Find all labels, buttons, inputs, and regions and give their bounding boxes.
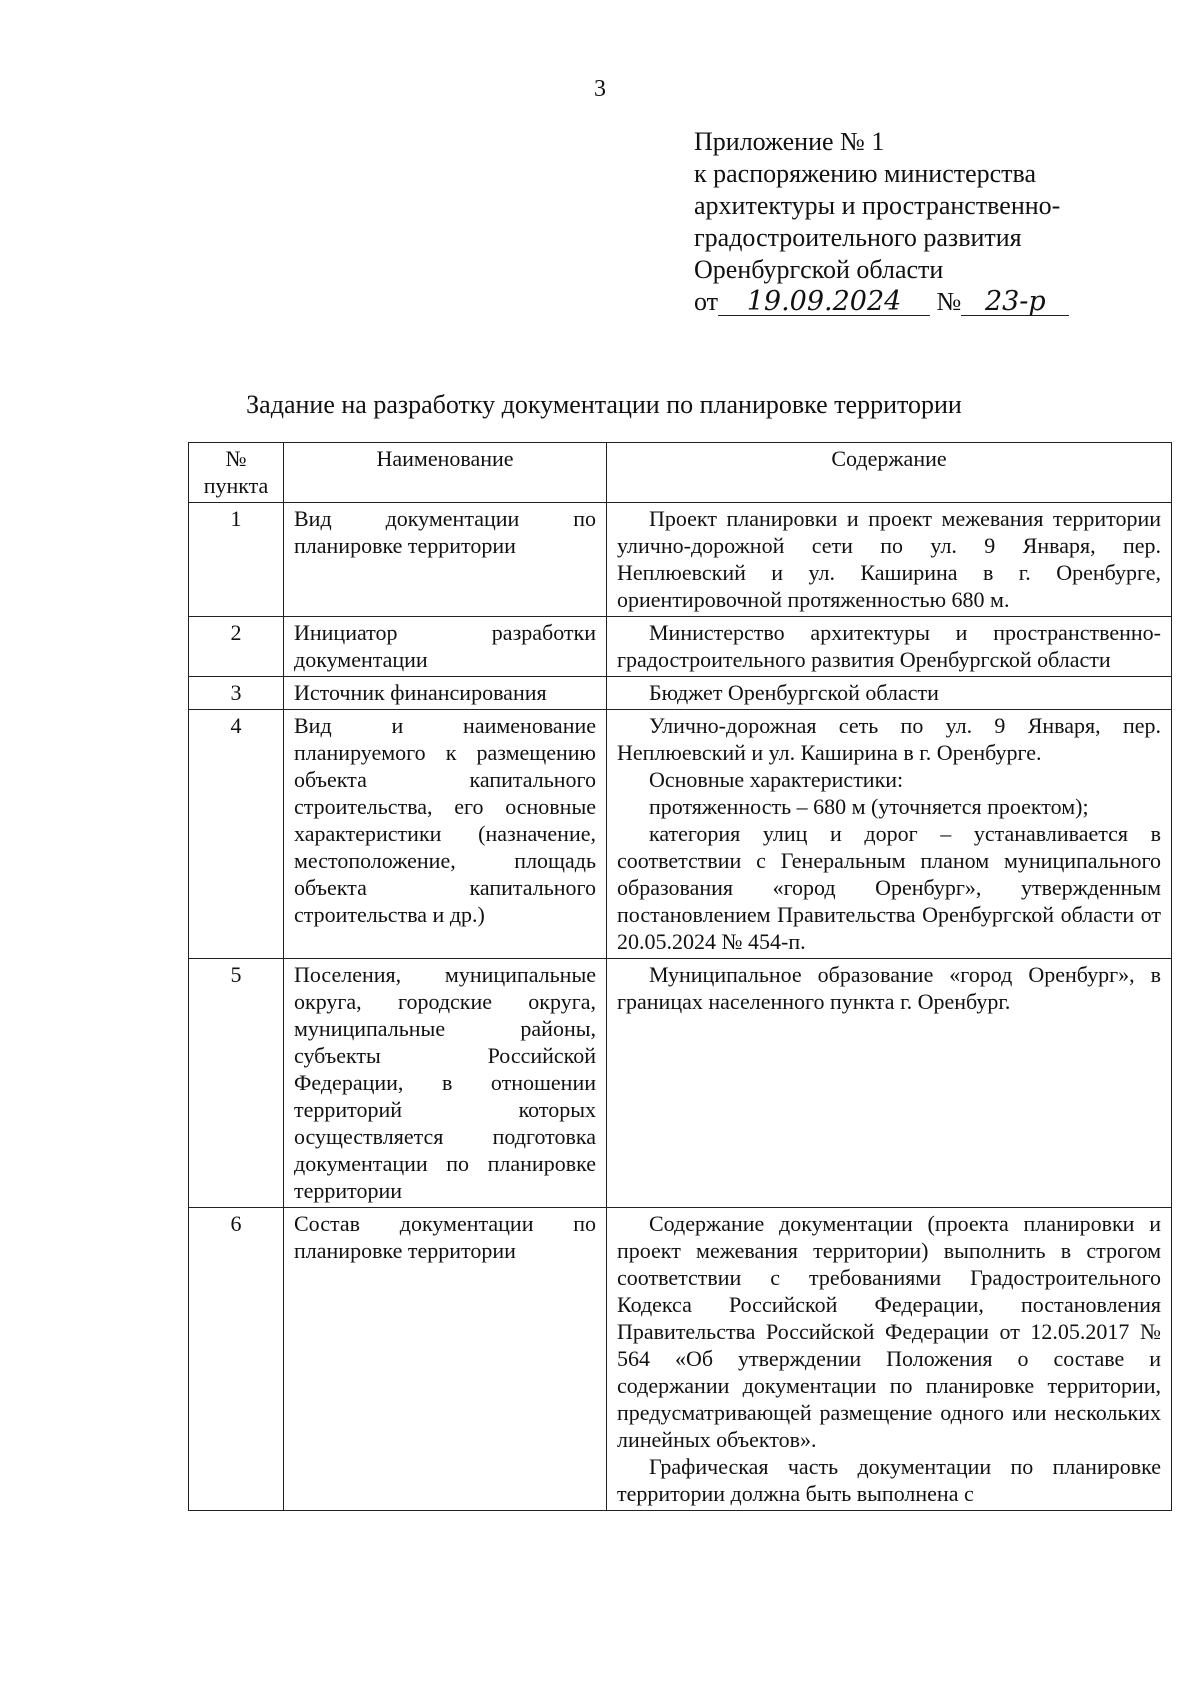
handwritten-date: 19.09.2024 xyxy=(718,289,930,316)
table-row xyxy=(189,677,1172,710)
content-paragraph: Министерство архитектуры и пространственно-градостроительного развития Оренбургской области xyxy=(617,620,1161,672)
appendix-line: градостроительного развития xyxy=(694,223,1022,252)
row-number: 6 xyxy=(189,1208,284,1511)
row-number: 5 xyxy=(189,959,284,1208)
table-row xyxy=(189,959,1172,1208)
number-prefix: № xyxy=(936,287,962,316)
row-content xyxy=(607,959,1172,1208)
appendix-line: архитектуры и пространственно- xyxy=(694,191,1061,220)
table-row xyxy=(189,503,1172,617)
row-content xyxy=(607,617,1172,677)
table-row xyxy=(189,710,1172,959)
row-name: Вид документации по планировке территории xyxy=(284,503,607,617)
content-paragraph: протяженность – 680 м (уточняется проектом); xyxy=(649,794,1089,819)
content-paragraph: Проект планировки и проект межевания территории улично-дорожной сети по ул. 9 Января, пер. Неплюевский и ул. Каширина в г. Оренбурге, ориентировочной протяженностью 680 м. xyxy=(617,506,1161,612)
task-table xyxy=(188,442,1172,1511)
row-name: Состав документации по планировке территории xyxy=(284,1208,607,1511)
row-content xyxy=(607,677,1172,710)
header-content: Содержание xyxy=(607,443,1172,503)
appendix-block xyxy=(694,126,1069,318)
row-content xyxy=(607,503,1172,617)
table-row xyxy=(189,1208,1172,1511)
content-paragraph: категория улиц и дорог – устанавливается в соответствии с Генеральным планом муниципального образования «город Оренбург», утвержденным постановлением Правительства Оренбургской области от 20.05.2024 № 454-п. xyxy=(617,821,1161,954)
appendix-line: к распоряжению министерства xyxy=(694,159,1037,188)
row-number: 2 xyxy=(189,617,284,677)
date-prefix: от xyxy=(694,287,719,316)
row-content xyxy=(607,710,1172,959)
appendix-line: Оренбургской области xyxy=(694,255,944,284)
content-paragraph: Содержание документации (проекта планировки и проект межевания территории) выполнить в строгом соответствии с требованиями Градостроительного Кодекса Российской Федерации, постановления Правительства Российской Федерации от 12.05.2017 № 564 «Об утверждении Положения о составе и содержании документации по планировке территории, предусматривающей размещение одного или нескольких линейных объектов». xyxy=(617,1211,1161,1452)
appendix-date-line xyxy=(694,286,1069,318)
handwritten-number: 23-р xyxy=(961,289,1069,316)
row-number: 1 xyxy=(189,503,284,617)
row-name: Инициатор разработки документации xyxy=(284,617,607,677)
content-paragraph: Бюджет Оренбургской области xyxy=(649,680,939,705)
table-row xyxy=(189,617,1172,677)
appendix-line: Приложение № 1 xyxy=(694,127,885,156)
row-name: Поселения, муниципальные округа, городские округа, муниципальные районы, субъекты Российской Федерации, в отношении территорий которых осуществляется подготовка документации по планировке территории xyxy=(284,959,607,1208)
page-number: 3 xyxy=(594,76,606,102)
row-number: 4 xyxy=(189,710,284,959)
row-name: Вид и наименование планируемого к размещению объекта капитального строительства, его основные характеристики (назначение, местоположение, площадь объекта капитального строительства и др.) xyxy=(284,710,607,959)
content-paragraph: Муниципальное образование «город Оренбург», в границах населенного пункта г. Оренбург. xyxy=(617,962,1161,1014)
row-number: 3 xyxy=(189,677,284,710)
header-num: № пункта xyxy=(189,443,284,503)
row-name: Источник финансирования xyxy=(284,677,607,710)
content-paragraph: Графическая часть документации по планировке территории должна быть выполнена с xyxy=(617,1454,1161,1506)
content-paragraph: Основные характеристики: xyxy=(649,767,904,792)
row-content xyxy=(607,1208,1172,1511)
content-paragraph: Улично-дорожная сеть по ул. 9 Января, пер. Неплюевский и ул. Каширина в г. Оренбурге. xyxy=(617,713,1161,765)
table-header-row xyxy=(189,443,1172,503)
document-title: Задание на разработку документации по планировке территории xyxy=(246,390,962,419)
header-name: Наименование xyxy=(284,443,607,503)
